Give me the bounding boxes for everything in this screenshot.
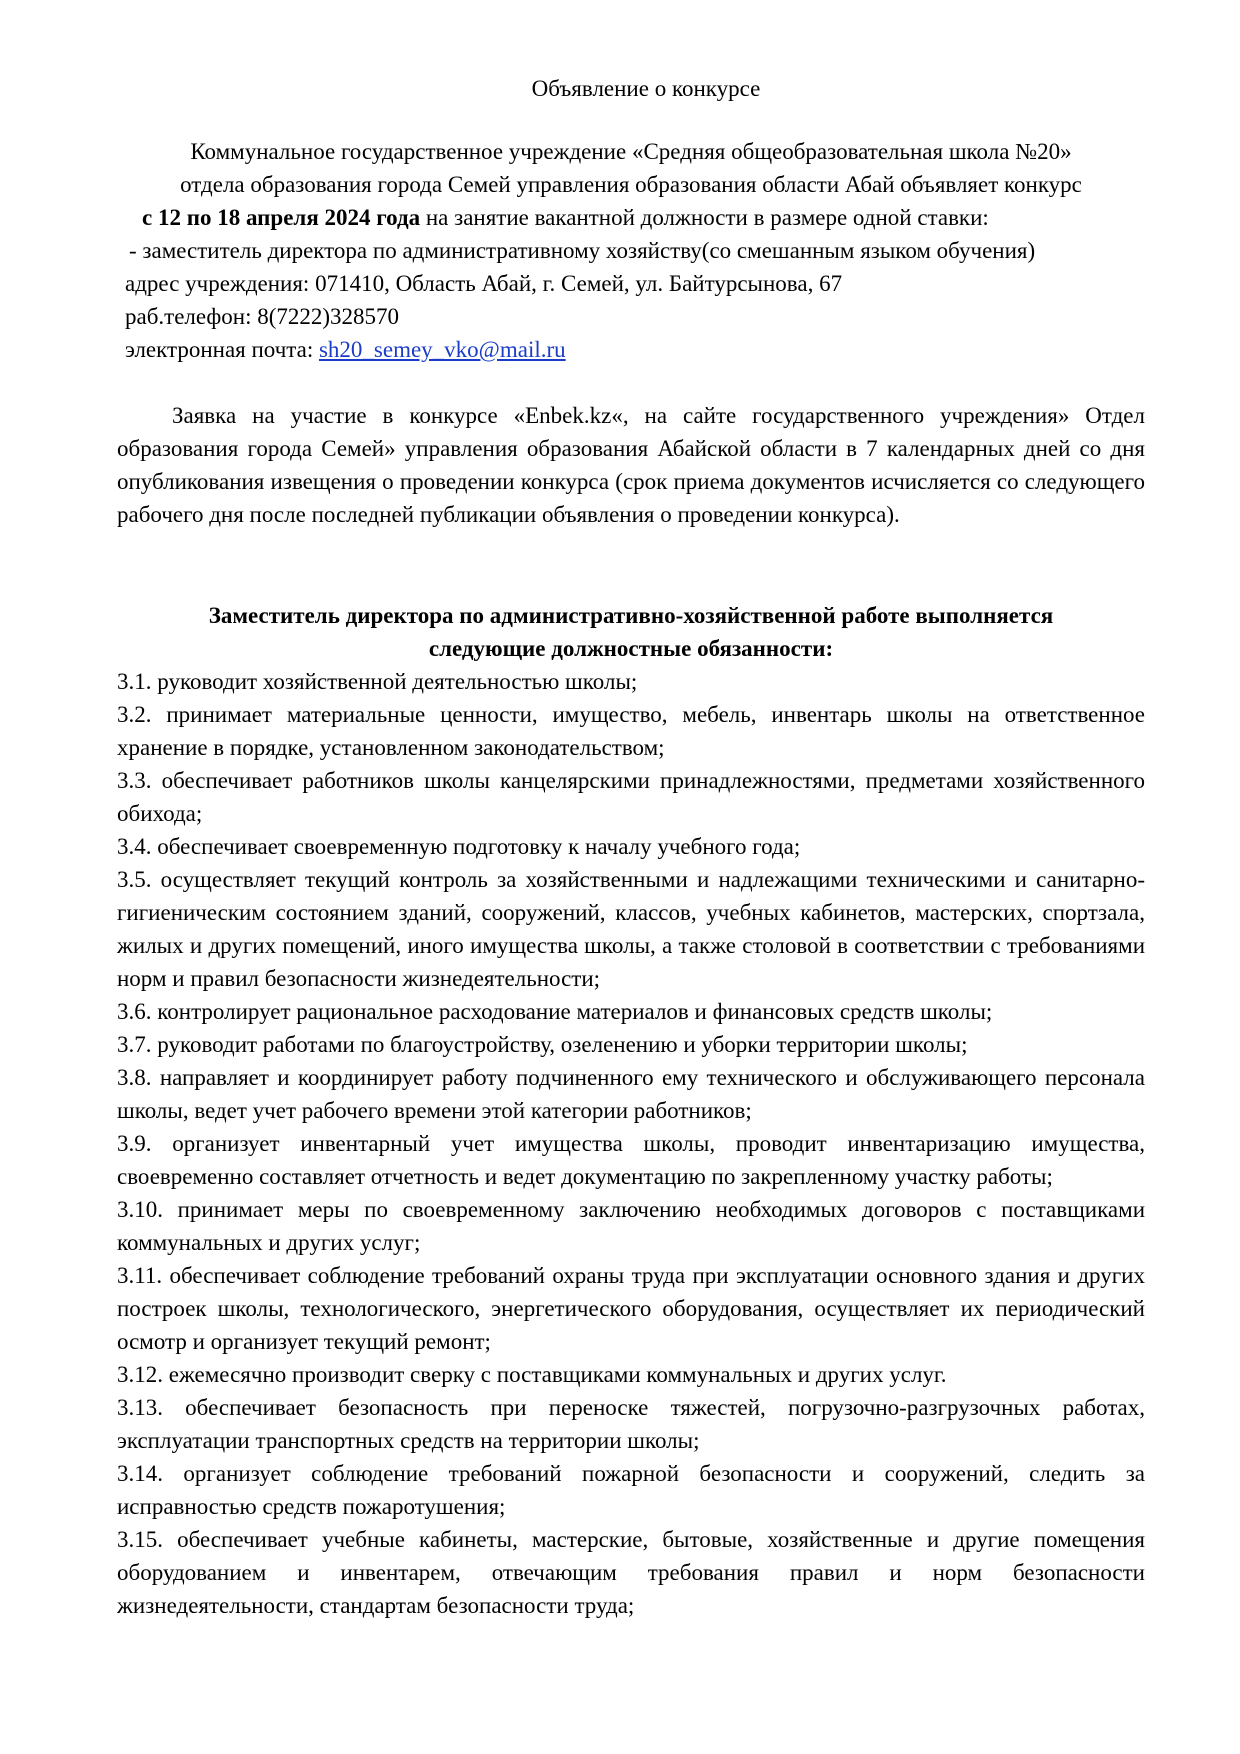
announcement-date-line (117, 201, 1145, 234)
duty-item: 3.8. направляет и координирует работу подчиненного ему технического и обслуживающего персонала школы, ведет учет рабочего времени этой категории работников; (117, 1065, 1145, 1123)
duty-item: 3.7. руководит работами по благоустройству, озеленению и уборки территории школы; (117, 1032, 968, 1057)
announcement-line-institution: Коммунальное государственное учреждение «Средняя общеобразовательная школа №20» (190, 139, 1072, 164)
announcement-block (117, 135, 1145, 366)
application-paragraph: Заявка на участие в конкурсе «Enbek.kz«, на сайте государственного учреждения» Отдел образования города Семей» управления образования Абайской области в 7 календарных дней со дня опубликования извещения о проведении конкурса (срок приема документов исчисляется со следующего рабочего дня после последней публикации объявления о проведении конкурса). (117, 403, 1145, 527)
duty-item: 3.15. обеспечивает учебные кабинеты, мастерские, бытовые, хозяйственные и другие помещения оборудованием и инвентарем, отвечающим требования правил и норм безопасности жизнедеятельности, стандартам безопасности труда; (117, 1527, 1145, 1618)
announcement-address: адрес учреждения: 071410, Область Абай, г. Семей, ул. Байтурсынова, 67 (125, 271, 843, 296)
duty-item: 3.2. принимает материальные ценности, имущество, мебель, инвентарь школы на ответственное хранение в порядке, установленном законодательством; (117, 702, 1145, 760)
duty-item: 3.14. организует соблюдение требований пожарной безопасности и сооружений, следить за исправностью средств пожаротушения; (117, 1461, 1145, 1519)
duty-item: 3.10. принимает меры по своевременному заключению необходимых договоров с поставщиками коммунальных и других услуг; (117, 1197, 1145, 1255)
duty-item: 3.9. организует инвентарный учет имущества школы, проводит инвентаризацию имущества, своевременно составляет отчетность и ведет документацию по закрепленному участку работы; (117, 1131, 1145, 1189)
duty-item: 3.1. руководит хозяйственной деятельностью школы; (117, 669, 638, 694)
duties-list (117, 665, 1145, 1622)
announcement-position: - заместитель директора по административному хозяйству(со смешанным языком обучения) (129, 238, 1036, 263)
duty-item: 3.3. обеспечивает работников школы канцелярскими принадлежностями, предметами хозяйственного обихода; (117, 768, 1145, 826)
announcement-date-rest: на занятие вакантной должности в размере одной ставки: (420, 205, 989, 230)
duties-heading-line2: следующие должностные обязанности: (428, 636, 834, 661)
duty-item: 3.5. осуществляет текущий контроль за хозяйственными и надлежащими техническими и санитарно-гигиеническим состоянием зданий, сооружений, классов, учебных кабинетов, мастерских, спортзала, жилых и других помещений, иного имущества школы, а также столовой в соответствии с требованиями норм и правил безопасности жизнедеятельности; (117, 867, 1145, 991)
duty-item: 3.13. обеспечивает безопасность при переноске тяжестей, погрузочно-разгрузочных работах, эксплуатации транспортных средств на территории школы; (117, 1395, 1145, 1453)
announcement-email-line (117, 333, 1145, 366)
announcement-line-department: отдела образования города Семей управления образования области Абай объявляет конкурс (180, 172, 1082, 197)
announcement-phone: раб.телефон: 8(7222)328570 (125, 304, 400, 329)
duty-item: 3.6. контролирует рациональное расходование материалов и финансовых средств школы; (117, 999, 993, 1024)
announcement-date: с 12 по 18 апреля 2024 года (142, 205, 421, 230)
email-link[interactable]: sh20_semey_vko@mail.ru (318, 337, 566, 362)
document-title: Объявление о конкурсе (531, 76, 761, 101)
duty-item: 3.12. ежемесячно производит сверку с поставщиками коммунальных и других услуг. (117, 1362, 947, 1387)
email-label: электронная почта: (125, 337, 319, 362)
duty-item: 3.11. обеспечивает соблюдение требований охраны труда при эксплуатации основного здания и других построек школы, технологического, энергетического оборудования, осуществляет их периодический осмотр и организует текущий ремонт; (117, 1263, 1145, 1354)
duty-item: 3.4. обеспечивает своевременную подготовку к началу учебного года; (117, 834, 801, 859)
duties-heading (117, 599, 1145, 665)
duties-heading-line1: Заместитель директора по административно-хозяйственной работе выполняется (208, 603, 1054, 628)
